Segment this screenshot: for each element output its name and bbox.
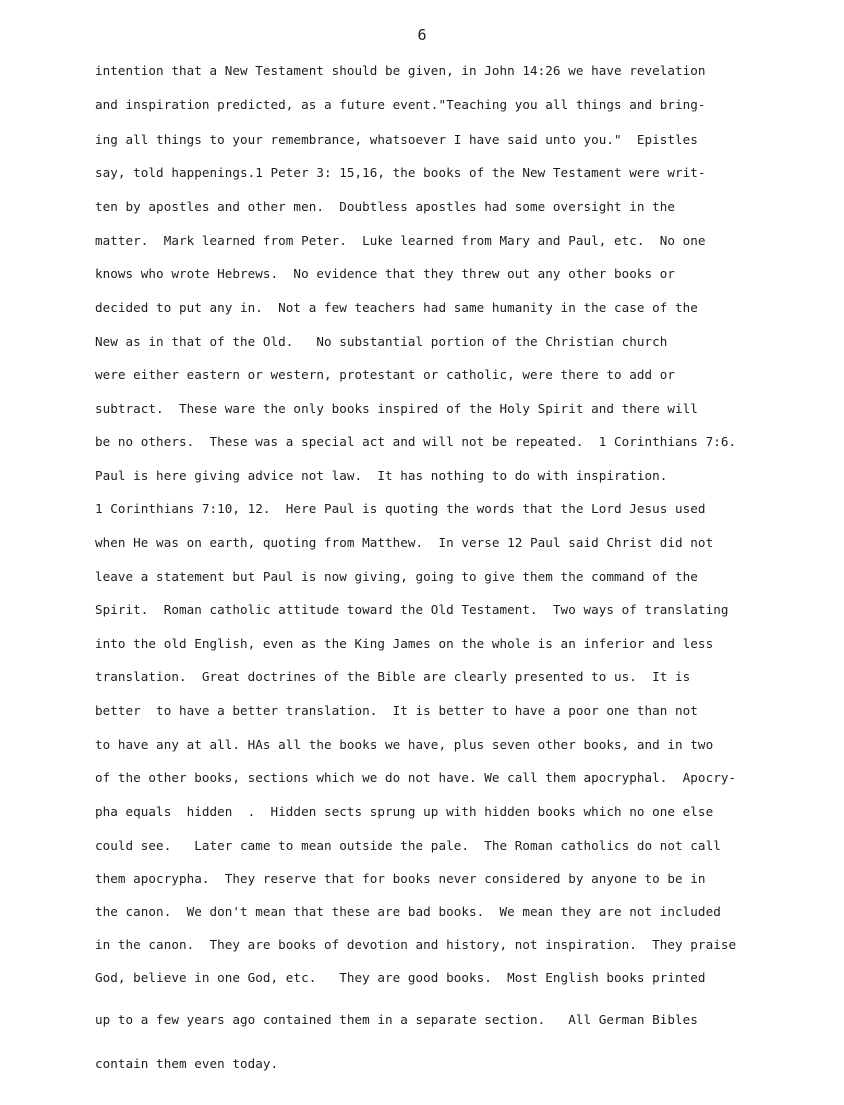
text-line: better to have a better translation. It is better to have a poor one than not: [95, 703, 698, 718]
text-line: decided to put any in. Not a few teachers had same humanity in the case of the: [95, 300, 698, 315]
text-line: in the canon. They are books of devotion and history, not inspiration. They praise: [95, 937, 737, 952]
text-line: knows who wrote Hebrews. No evidence that they threw out any other books or: [95, 266, 676, 281]
text-line: when He was on earth, quoting from Matthew. In verse 12 Paul said Christ did not: [95, 535, 714, 550]
text-line: of the other books, sections which we do not have. We call them apocryphal. Apocry-: [95, 770, 737, 785]
text-line: and inspiration predicted, as a future event."Teaching you all things and bring-: [95, 97, 706, 112]
text-line: pha equals hidden . Hidden sects sprung up with hidden books which no one else: [95, 804, 714, 819]
text-line: translation. Great doctrines of the Bible are clearly presented to us. It is: [95, 669, 691, 684]
text-line: matter. Mark learned from Peter. Luke learned from Mary and Paul, etc. No one: [95, 233, 706, 248]
text-line: could see. Later came to mean outside the pale. The Roman catholics do not call: [95, 838, 721, 853]
text-line: New as in that of the Old. No substantial portion of the Christian church: [95, 334, 668, 349]
text-line: Paul is here giving advice not law. It has nothing to do with inspiration.: [95, 468, 668, 483]
text-line: God, believe in one God, etc. They are good books. Most English books printed: [95, 970, 706, 985]
text-line: Spirit. Roman catholic attitude toward the Old Testament. Two ways of translating: [95, 602, 729, 617]
page-number: 6: [417, 26, 427, 44]
text-line: subtract. These ware the only books inspired of the Holy Spirit and there will: [95, 401, 698, 416]
text-line: were either eastern or western, protestant or catholic, were there to add or: [95, 367, 676, 382]
text-line: be no others. These was a special act and will not be repeated. 1 Corinthians 7:6.: [95, 434, 737, 449]
text-line: intention that a New Testament should be given, in John 14:26 we have revelation: [95, 63, 706, 78]
text-line: ten by apostles and other men. Doubtless apostles had some oversight in the: [95, 199, 676, 214]
text-line: contain them even today.: [95, 1056, 279, 1071]
text-line: 1 Corinthians 7:10, 12. Here Paul is quoting the words that the Lord Jesus used: [95, 501, 706, 516]
text-line: the canon. We don't mean that these are bad books. We mean they are not included: [95, 904, 721, 919]
text-line: into the old English, even as the King James on the whole is an inferior and less: [95, 636, 714, 651]
text-line: to have any at all. HAs all the books we have, plus seven other books, and in two: [95, 737, 714, 752]
text-line: say, told happenings.1 Peter 3: 15,16, the books of the New Testament were writ-: [95, 165, 706, 180]
text-line: leave a statement but Paul is now giving, going to give them the command of the: [95, 569, 698, 584]
text-line: up to a few years ago contained them in a separate section. All German Bibles: [95, 1012, 698, 1027]
text-line: ing all things to your remembrance, whatsoever I have said unto you." Epistles: [95, 132, 698, 147]
text-line: them apocrypha. They reserve that for books never considered by anyone to be in: [95, 871, 706, 886]
